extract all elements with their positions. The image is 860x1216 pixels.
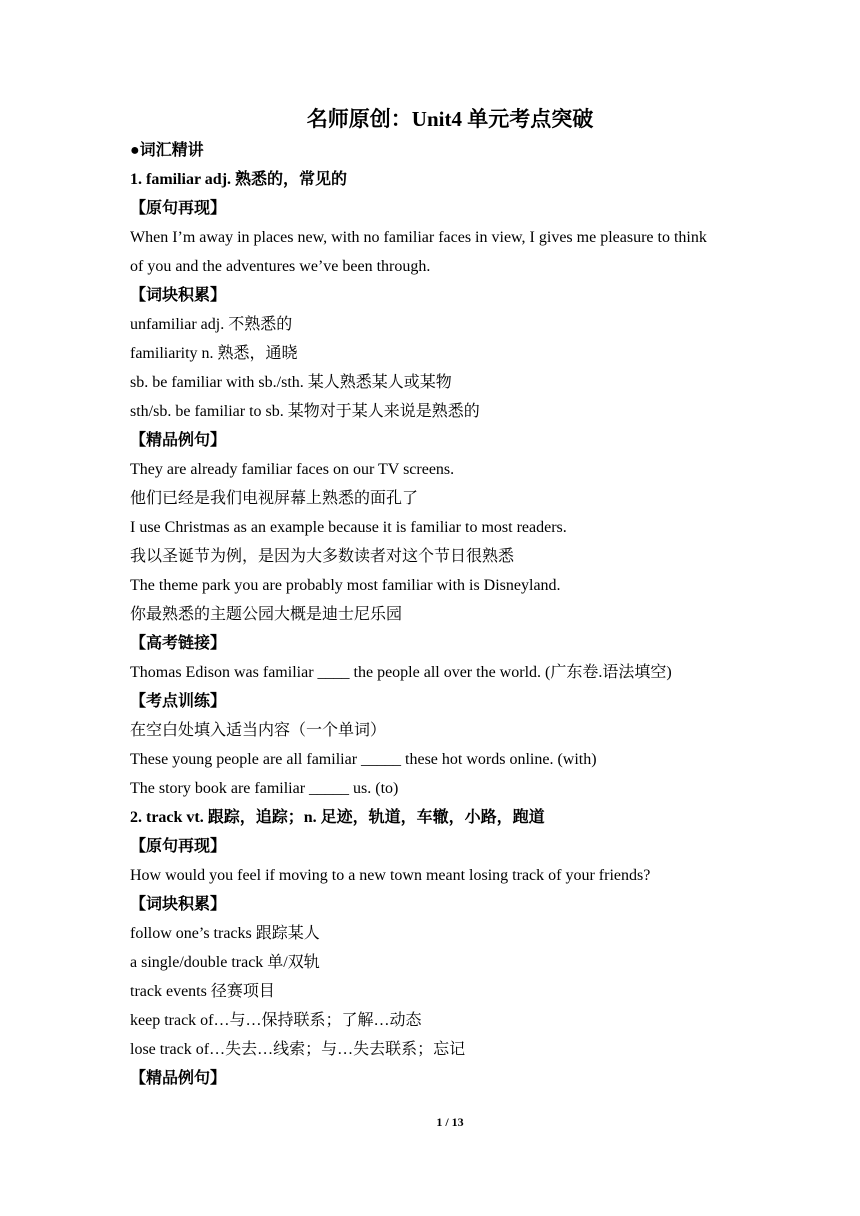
text-line: 你最熟悉的主题公园大概是迪士尼乐园 xyxy=(130,606,403,623)
section-heading: 【词块积累】 xyxy=(130,896,227,913)
document-title: 名师原创：Unit4 单元考点突破 xyxy=(306,107,594,131)
text-line: The story book are familiar _____ us. (to) xyxy=(130,780,399,797)
text-line: familiarity n. 熟悉，通晓 xyxy=(130,345,298,362)
section-heading: 【精品例句】 xyxy=(130,1070,227,1087)
section-heading: 【高考链接】 xyxy=(130,635,227,652)
text-line: 我以圣诞节为例，是因为大多数读者对这个节日很熟悉 xyxy=(130,548,515,565)
section-heading: 【考点训练】 xyxy=(130,693,227,710)
section-heading: 【原句再现】 xyxy=(130,838,227,855)
section-heading: 【原句再现】 xyxy=(130,200,227,217)
text-line: 在空白处填入适当内容（一个单词） xyxy=(130,722,387,739)
text-line: lose track of…失去…线索；与…失去联系；忘记 xyxy=(130,1041,466,1058)
text-line: They are already familiar faces on our TV screens. xyxy=(130,461,455,478)
text-line: track events 径赛项目 xyxy=(130,983,275,1000)
section-heading: 【精品例句】 xyxy=(130,432,227,449)
text-line: sb. be familiar with sb./sth. 某人熟悉某人或某物 xyxy=(130,374,452,391)
text-line: keep track of…与…保持联系；了解…动态 xyxy=(130,1012,422,1029)
text-line: 他们已经是我们电视屏幕上熟悉的面孔了 xyxy=(130,490,419,507)
section-heading: 【词块积累】 xyxy=(130,287,227,304)
text-line: How would you feel if moving to a new town meant losing track of your friends? xyxy=(130,867,651,884)
text-line: The theme park you are probably most familiar with is Disneyland. xyxy=(130,577,561,594)
text-line: a single/double track 单/双轨 xyxy=(130,954,320,971)
page-number: 1 / 13 xyxy=(436,1115,464,1129)
text-line: These young people are all familiar _____ these hot words online. (with) xyxy=(130,751,597,768)
text-line: When I’m away in places new, with no familiar faces in view, I gives me pleasure to think xyxy=(130,229,707,246)
text-line: I use Christmas as an example because it is familiar to most readers. xyxy=(130,519,567,536)
text-line: of you and the adventures we’ve been through. xyxy=(130,258,431,275)
section-heading: 2. track vt. 跟踪，追踪；n. 足迹，轨道，车辙，小路，跑道 xyxy=(130,809,545,826)
text-line: sth/sb. be familiar to sb. 某物对于某人来说是熟悉的 xyxy=(130,403,480,420)
text-line: Thomas Edison was familiar ____ the people all over the world. (广东卷.语法填空) xyxy=(130,664,672,681)
text-line: follow one’s tracks 跟踪某人 xyxy=(130,925,320,942)
section-heading: 1. familiar adj. 熟悉的，常见的 xyxy=(130,171,348,188)
section-heading: ●词汇精讲 xyxy=(130,142,204,159)
text-line: unfamiliar adj. 不熟悉的 xyxy=(130,316,293,333)
